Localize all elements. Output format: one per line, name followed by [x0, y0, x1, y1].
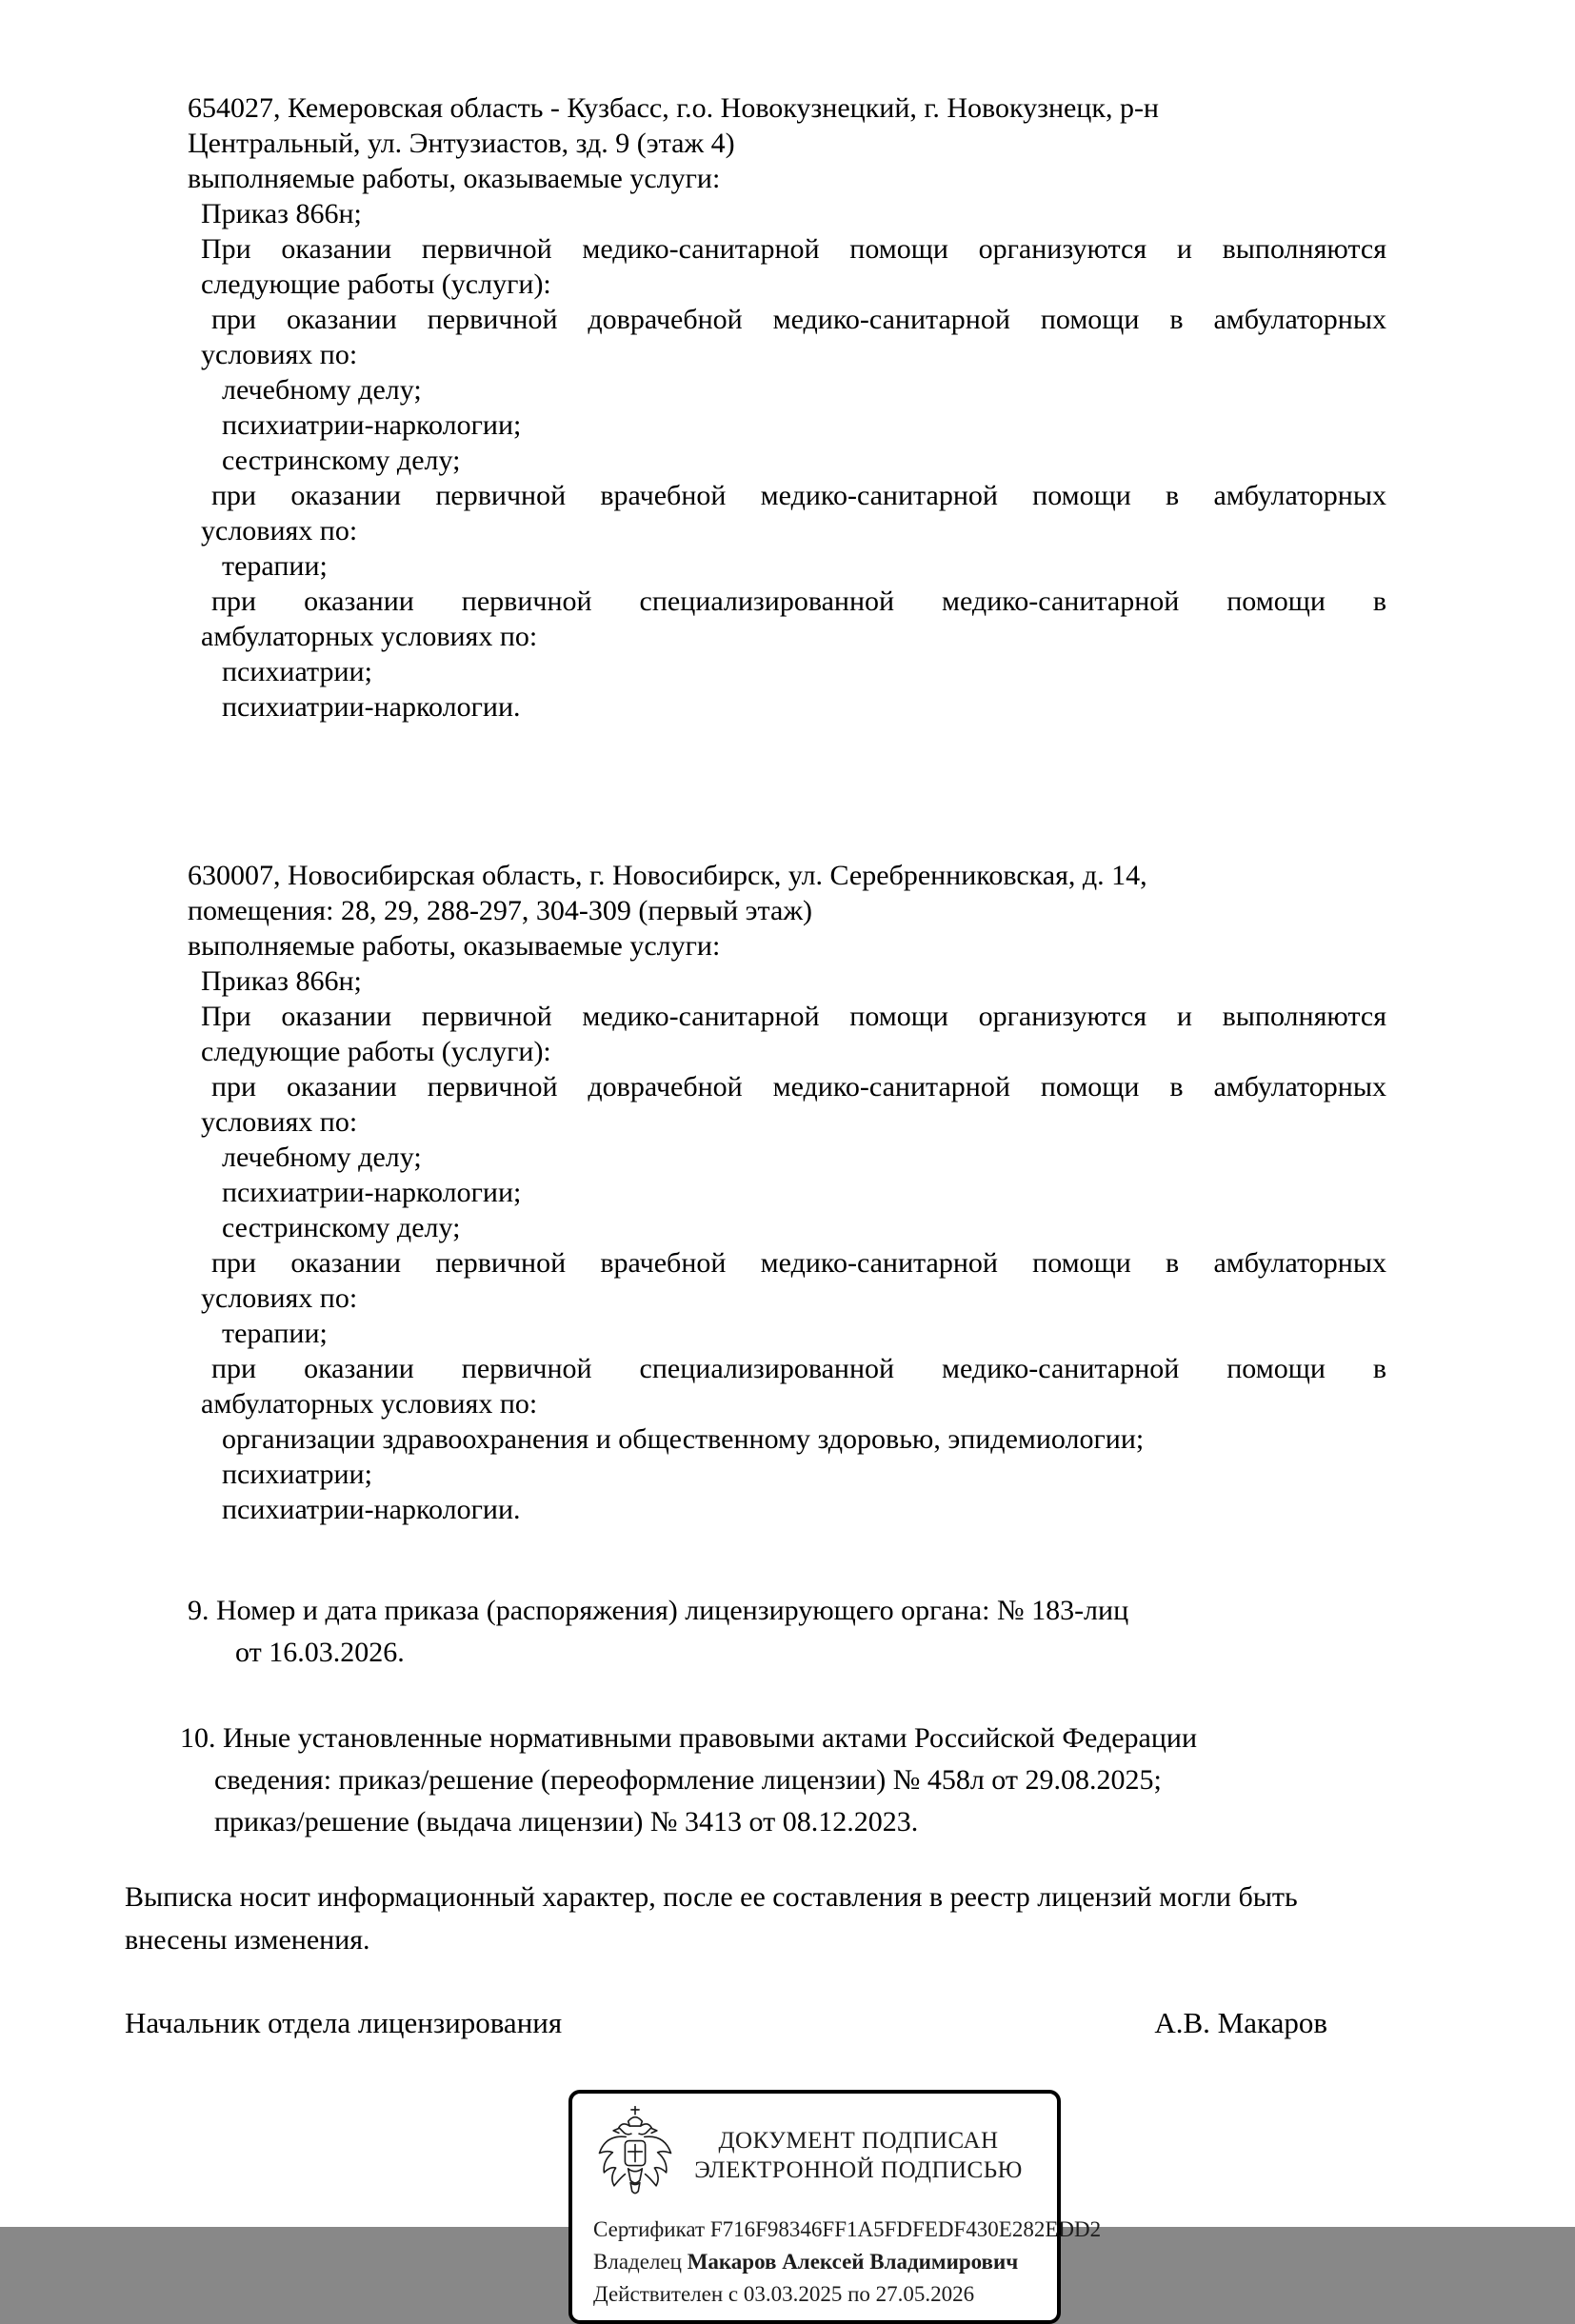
work-line: условиях по: — [201, 1106, 358, 1138]
validity-line: Действителен с 03.03.2025 по 27.05.2026 — [593, 2282, 975, 2306]
work-line: амбулаторных условиях по: — [201, 1388, 538, 1420]
note-line: внесены изменения. — [125, 1924, 370, 1956]
work-line: при оказании первичной специализированной медико-санитарной помощи в — [211, 1353, 1386, 1384]
work-line: Приказ 866н; — [201, 198, 362, 229]
work-line: психиатрии-наркологии. — [222, 1494, 521, 1525]
owner-value: Макаров Алексей Владимирович — [687, 2250, 1019, 2274]
double-headed-eagle-icon — [593, 2105, 677, 2206]
informational-note — [125, 1876, 1386, 1961]
work-line: психиатрии; — [222, 1459, 372, 1490]
certificate-label: Сертификат — [593, 2217, 706, 2241]
work-line: при оказании первичной врачебной медико-санитарной помощи в амбулаторных — [211, 1247, 1386, 1279]
item-9-order-number — [188, 1590, 1386, 1674]
work-line: психиатрии-наркологии. — [222, 691, 521, 723]
signature-name: А.В. Макаров — [1154, 2006, 1327, 2039]
work-line: условиях по: — [201, 515, 358, 546]
services-label: выполняемые работы, оказываемые услуги: — [188, 930, 721, 962]
work-line: при оказании первичной доврачебной медико-санитарной помощи в амбулаторных — [211, 304, 1386, 335]
location-block-2 — [188, 858, 1386, 1527]
address-line: Центральный, ул. Энтузиастов, зд. 9 (этаж 4) — [188, 128, 735, 159]
owner-label: Владелец — [593, 2250, 682, 2274]
work-line: психиатрии; — [222, 656, 372, 687]
electronic-signature-stamp — [568, 2090, 1102, 2324]
item-10-line: сведения: приказ/решение (переоформление лицензии) № 458л от 29.08.2025; — [214, 1764, 1162, 1796]
certificate-line — [593, 2214, 1102, 2246]
work-line: сестринскому делу; — [222, 1212, 461, 1243]
work-line: лечебному делу; — [222, 374, 422, 406]
signature-row — [125, 2005, 1386, 2040]
work-line: при оказании первичной доврачебной медико-санитарной помощи в амбулаторных — [211, 1071, 1386, 1102]
item-10-line: приказ/решение (выдача лицензии) № 3413 от 08.12.2023. — [214, 1806, 919, 1837]
work-line: При оказании первичной медико-санитарной помощи организуются и выполняются — [201, 1001, 1386, 1032]
work-line: сестринскому делу; — [222, 445, 461, 476]
stamp-title-line: ДОКУМЕНТ ПОДПИСАН — [718, 2128, 999, 2154]
item-9-line: от 16.03.2026. — [235, 1637, 405, 1668]
work-line: при оказании первичной врачебной медико-санитарной помощи в амбулаторных — [211, 480, 1386, 511]
work-line: условиях по: — [201, 339, 358, 370]
address-line: помещения: 28, 29, 288-297, 304-309 (первый этаж) — [188, 895, 813, 926]
location-block-1 — [188, 90, 1386, 725]
work-line: терапии; — [222, 1318, 328, 1349]
work-line: амбулаторных условиях по: — [201, 621, 538, 652]
note-line: Выписка носит информационный характер, после ее составления в реестр лицензий могли быть — [125, 1881, 1298, 1913]
owner-line — [593, 2246, 1040, 2278]
work-line: При оказании первичной медико-санитарной помощи организуются и выполняются — [201, 233, 1386, 265]
stamp-header — [593, 2105, 1040, 2206]
work-line: Приказ 866н; — [201, 965, 362, 997]
work-line: при оказании первичной специализированной медико-санитарной помощи в — [211, 586, 1386, 617]
work-line: психиатрии-наркологии; — [222, 1177, 522, 1208]
stamp-details — [593, 2214, 1102, 2311]
work-line: организации здравоохранения и общественному здоровью, эпидемиологии; — [222, 1423, 1145, 1455]
address-line: 630007, Новосибирская область, г. Новосибирск, ул. Серебренниковская, д. 14, — [188, 860, 1147, 891]
license-body — [180, 90, 1386, 1843]
item-10-other-info — [180, 1718, 1386, 1843]
work-line: психиатрии-наркологии; — [222, 409, 522, 441]
stamp-title-line: ЭЛЕКТРОННОЙ ПОДПИСЬЮ — [694, 2157, 1023, 2183]
signature-title: Начальник отдела лицензирования — [125, 2006, 563, 2039]
work-line: следующие работы (услуги): — [201, 268, 551, 300]
work-line: терапии; — [222, 550, 328, 582]
work-line: следующие работы (услуги): — [201, 1036, 551, 1067]
work-line: условиях по: — [201, 1282, 358, 1314]
stamp-title — [677, 2126, 1040, 2185]
certificate-value: F716F98346FF1A5FDFEDF430E282EDD2 — [709, 2217, 1102, 2241]
services-label: выполняемые работы, оказываемые услуги: — [188, 163, 721, 194]
item-10-line: 10. Иные установленные нормативными правовыми актами Российской Федерации — [180, 1722, 1198, 1754]
item-9-line: 9. Номер и дата приказа (распоряжения) лицензирующего органа: № 183-лиц — [188, 1595, 1129, 1626]
work-line: лечебному делу; — [222, 1142, 422, 1173]
address-line: 654027, Кемеровская область - Кузбасс, г.о. Новокузнецкий, г. Новокузнецк, р-н — [188, 92, 1159, 124]
